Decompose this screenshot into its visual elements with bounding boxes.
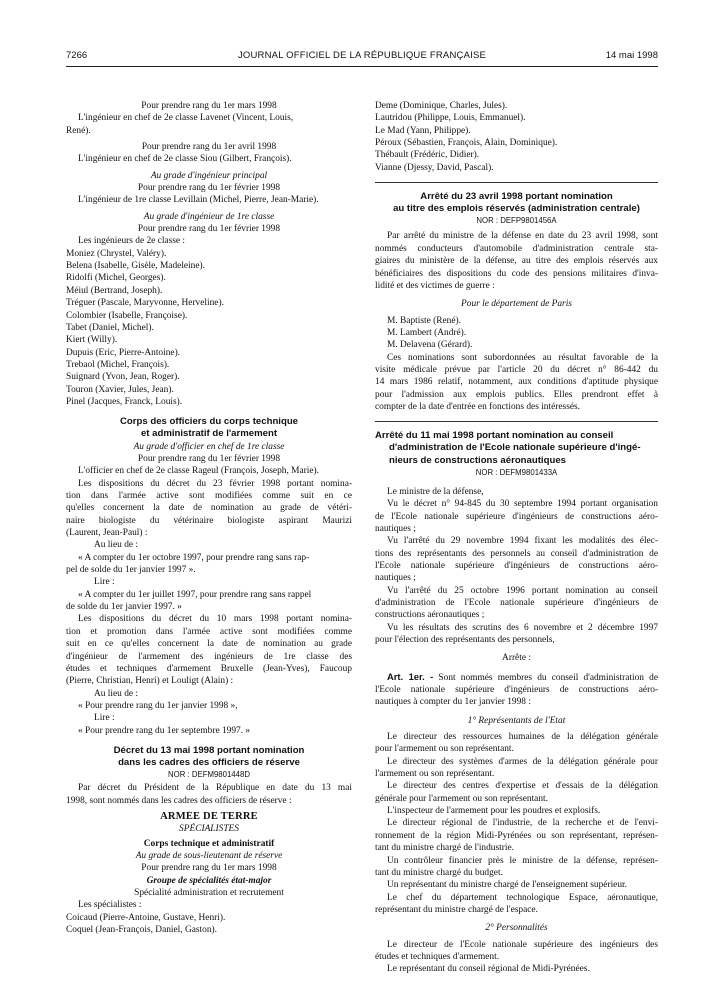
paragraph-line: lidité et des victimes de guerre : (375, 280, 495, 291)
rank-date: Pour prendre rang du 1er février 1998 (137, 454, 281, 464)
paragraph-line: nommés conducteurs d'automobile d'administration centrale sta- (375, 243, 658, 254)
appointee: M. Delavena (Gérard). (387, 340, 473, 351)
appointee: L'officier en chef de 2e classe Rageul (François, Joseph, Marie). (78, 466, 320, 477)
list-item: Le Mad (Yann, Philippe). (375, 125, 471, 136)
decree-title: dans les cadres des officiers de réserve (118, 757, 300, 769)
list-item: Ridolfi (Michel, Georges). (66, 273, 166, 284)
right-column (375, 100, 658, 976)
group-heading: Groupe de spécialités état-major (146, 875, 272, 886)
list-item: Coicaud (Pierre-Antoine, Gustave, Henri). (66, 912, 226, 923)
quote-line: « A compter du 1er octobre 1997, pour prendre rang sans rap- (78, 552, 310, 563)
list-intro: Les ingénieurs de 2e classe : (78, 236, 185, 247)
paragraph-line: tant du ministre chargé de l'industrie. (375, 843, 514, 854)
paragraph-line: Ces nominations sont subordonnées au résultat favorable de la (387, 352, 658, 363)
list-item: Colombier (Isabelle, Françoise). (66, 310, 188, 321)
paragraph-line: Les dispositions du décret du 10 mars 1998 portant nomina- (78, 614, 352, 625)
specialists-heading: SPÉCIALISTES (179, 824, 239, 835)
paragraph-line: tion dans l'armée active sont modifiées comme suit en ce (66, 491, 352, 502)
lire: Lire : (94, 577, 115, 588)
paragraph-line: nautiques ; (375, 523, 416, 534)
list-item: Vianne (Djessy, David, Pascal). (375, 162, 494, 173)
rank-date: Pour prendre rang du 1er février 1998 (137, 224, 281, 235)
paragraph-line: de l'Ecole nationale supérieure d'ingénieurs de constructions aéro- (375, 511, 658, 522)
publication-date: 14 mai 1998 (605, 50, 658, 61)
quote-line: pel de solde du 1er janvier 1997 ». (66, 565, 196, 576)
appointee: L'ingénieur de 1re classe Levillain (Michel, Pierre, Jean-Marie). (78, 195, 319, 206)
paragraph-line: générale pour l'armement ou son représentant. (375, 793, 548, 804)
list-item: Touron (Xavier, Jules, Jean). (66, 384, 174, 395)
list-item: Moniez (Chrystel, Valéry). (66, 248, 167, 259)
quote-line: de solde du 1er janvier 1997. » (66, 602, 182, 613)
paragraph-line: Le représentant du conseil régional de Midi-Pyrénées. (387, 964, 590, 975)
section-heading: Corps des officiers du corps technique (119, 416, 299, 428)
paragraph-line: visite médicale prévue par l'article 20 du décret n° 86-442 du (375, 364, 658, 375)
article-label: Art. 1er. - (387, 670, 434, 682)
paragraph-line: Le directeur de l'Ecole nationale supérieure des ingénieurs des (387, 939, 658, 950)
list-intro: Les spécialistes : (78, 900, 142, 911)
paragraph-line: (Pierre, Christian, Henri) et Louligt (Alain) : (66, 676, 234, 687)
arrete-title: au titre des emplois réservés (administration centrale) (393, 203, 640, 215)
nor-reference: NOR : DEFP9801456A (476, 216, 557, 226)
paragraph-line: 1998, sont nommés dans les cadres des officiers de réserve : (66, 795, 292, 806)
list-item: Péroux (Sébastien, François, Alain, Dominique). (375, 138, 558, 149)
page-number: 7266 (66, 50, 88, 61)
list-item: Belena (Isabelle, Gisèle, Madeleine). (66, 261, 205, 272)
paragraph-line: Par décret du Président de la République en date du 13 mai (78, 783, 352, 794)
quote-line: « Pour prendre rang du 1er septembre 1997. » (78, 725, 251, 736)
au-lieu-de: Au lieu de : (94, 688, 139, 699)
paragraph-line: études et techniques d'armement Bruxelle (Jean-Yves), Faucoup (66, 663, 352, 674)
paragraph-line: Le chef du département technologique Espace, aéronautique, (387, 892, 658, 903)
paragraph-line: Vu le décret n° 94-845 du 30 septembre 1994 portant organisation (387, 499, 658, 510)
paragraph-line: l'Ecole nationale supérieure d'ingénieurs de constructions aéro- (375, 560, 658, 571)
paragraph-line: Vu l'arrêté du 25 octobre 1996 portant nomination au conseil (387, 585, 658, 596)
paragraph-line: tion et promotion dans l'armée active sont modifiées comme (66, 626, 352, 637)
au-lieu-de: Au lieu de : (94, 540, 139, 551)
left-column (66, 100, 352, 936)
paragraph-line: représentant du ministre chargé de l'espace. (375, 904, 538, 915)
paragraph-line: nautiques à compter du 1er janvier 1998 : (375, 697, 531, 708)
list-item: Méiul (Bertrand, Joseph). (66, 285, 163, 296)
paragraph-line: pour l'admission aux emplois publics. Elles prendront effet à (375, 389, 658, 400)
grade-heading: Au grade d'ingénieur de 1re classe (143, 211, 275, 222)
paragraph-line: pour l'élection des représentants des personnels, (375, 635, 555, 646)
paragraph-line: Les dispositions du décret du 23 février 1998 portant nomina- (78, 478, 352, 489)
rank-date: Pour prendre rang du 1er mars 1998 (141, 101, 277, 111)
subsection-heading: 2° Personnalités (485, 923, 548, 934)
paragraph-line: 14 mars 1986 relatif, notamment, aux conditions d'aptitude physique (375, 377, 658, 388)
section-heading: et administratif de l'armement (140, 428, 278, 440)
list-item: Suignard (Yvon, Jean, Roger). (66, 372, 180, 383)
paragraph-line: ronnement de la région Midi-Pyrénées ou son représentant, représen- (375, 830, 658, 841)
list-item: Kiert (Willy). (66, 335, 118, 346)
paragraph-line: Un contrôleur financier près le ministre de la défense, représen- (387, 855, 658, 866)
article-text: Sont nommés membres du conseil d'administration de (438, 672, 658, 683)
corps-heading: Corps technique et administratif (143, 838, 275, 849)
paragraph-line: d'ingénieur de l'armement des ingénieurs de 1re classe des (66, 651, 352, 662)
paragraph-line: Le directeur régional de l'industrie, de la recherche et de l'envi- (387, 818, 658, 829)
department-heading: Pour le département de Paris (461, 299, 572, 310)
paragraph-line: Vu l'arrêté du 29 novembre 1994 fixant les modalités des élec- (387, 536, 658, 547)
appointee: M. Baptiste (René). (387, 315, 461, 326)
quote-line: « A compter du 1er juillet 1997, pour prendre rang sans rappel (78, 589, 312, 600)
paragraph-line: Le directeur des centres d'expertise et d'essais de la délégation (387, 781, 658, 792)
grade-heading: Au grade de sous-lieutenant de réserve (135, 851, 283, 862)
arrete-title: Arrêté du 23 avril 1998 portant nomination (420, 191, 613, 203)
appointee: L'ingénieur en chef de 2e classe Siou (Gilbert, François). (78, 154, 292, 165)
nor-reference: NOR : DEFM9801448D (168, 770, 250, 780)
paragraph-line: compter de la date d'entrée en fonctions des intéressés. (375, 401, 580, 412)
specialty-heading: Spécialité administration et recrutement (134, 888, 284, 899)
list-item: Deme (Dominique, Charles, Jules). (375, 101, 508, 111)
paragraph-line: qu'elles concernent la date de nomination au grade de vétéri- (66, 503, 352, 514)
arrete-title: Arrêté du 11 mai 1998 portant nomination au conseil (375, 430, 614, 442)
rank-date: Pour prendre rang du 1er avril 1998 (141, 142, 277, 153)
paragraph-line: L'inspecteur de l'armement pour les poudres et explosifs. (387, 806, 601, 817)
list-item: Coquel (Jean-François, Daniel, Gaston). (66, 925, 218, 936)
arrete-word: Arrête : (502, 653, 531, 664)
rank-date: Pour prendre rang du 1er mars 1998 (141, 863, 277, 874)
rank-date: Pour prendre rang du 1er février 1998 (137, 183, 281, 194)
list-item: Trebaol (Michel, François). (66, 359, 170, 370)
army-heading: ARMÉE DE TERRE (160, 811, 258, 822)
minister-line: Le ministre de la défense, (387, 486, 484, 497)
paragraph-line: Vu les résultats des scrutins des 6 novembre et 2 décembre 1997 (387, 622, 658, 633)
list-item: Tabet (Daniel, Michel). (66, 322, 154, 333)
page-header (66, 50, 658, 67)
paragraph-line: l'armement ou son représentant. (375, 769, 495, 780)
article-line (375, 671, 658, 684)
paragraph-line: bénéficiaires des dispositions du code des pensions militaires d'inva- (375, 268, 658, 279)
decree-title: Décret du 13 mai 1998 portant nomination (113, 744, 305, 756)
paragraph-line: d'administration de l'Ecole nationale supérieure d'ingénieurs de (375, 597, 658, 608)
paragraph-line: (Laurent, Jean-Paul) : (66, 528, 148, 539)
paragraph-line: giaires du ministère de la défense, au titre des emplois réservés aux (375, 256, 658, 267)
paragraph-line: constructions aéronautiques ; (375, 610, 485, 621)
appointee-continued: René). (66, 125, 91, 136)
paragraph-line: Par arrêté du ministre de la défense en date du 23 avril 1998, sont (387, 231, 658, 242)
paragraph-line: Un représentant du ministre chargé de l'enseignement supérieur. (387, 880, 627, 891)
list-item: Tréguer (Pascale, Maryvonne, Herveline). (66, 298, 224, 309)
paragraph-line: tant du ministre chargé du budget. (375, 867, 503, 878)
grade-heading: Au grade d'ingénieur principal (150, 170, 268, 181)
paragraph-line: suit en ce qu'elles concernent la date de nomination au grade (66, 639, 352, 650)
lire: Lire : (94, 713, 115, 724)
list-item: Dupuis (Eric, Pierre-Antoine). (66, 347, 181, 358)
arrete-title: d'administration de l'Ecole nationale supérieure d'ingé- (389, 442, 641, 454)
nor-reference: NOR : DEFM9801433A (475, 467, 558, 477)
paragraph-line: Le directeur des ressources humaines de la délégation générale (387, 732, 658, 743)
paragraph-line: nautiques ; (375, 573, 416, 584)
list-item: Pinel (Jacques, Franck, Louis). (66, 396, 183, 407)
journal-title: JOURNAL OFFICIEL DE LA RÉPUBLIQUE FRANÇAISE (237, 50, 487, 61)
paragraph-line: études et techniques d'armement. (375, 951, 500, 962)
paragraph-line: naire biologiste du vétérinaire biologiste aspirant Maurizi (66, 515, 352, 526)
grade-heading: Au grade d'officier en chef de 1re classe (133, 441, 285, 452)
paragraph-line: l'Ecole nationale supérieure d'ingénieurs de constructions aéro- (375, 685, 658, 696)
subsection-heading: 1° Représentants de l'Etat (467, 715, 566, 726)
list-item: Lautridou (Philippe, Louis, Emmanuel). (375, 113, 526, 124)
list-item: Thébault (Frédéric, Didier). (375, 150, 480, 161)
appointee: M. Lambert (André). (387, 327, 467, 338)
paragraph-line: pour l'armement ou son représentant. (375, 744, 514, 755)
paragraph-line: tions des représentants des personnels au conseil d'administration de (375, 548, 658, 559)
arrete-title: nieurs de constructions aéronautiques (389, 454, 566, 466)
quote-line: « Pour prendre rang du 1er janvier 1998 », (78, 700, 238, 711)
paragraph-line: Le directeur des systèmes d'armes de la délégation générale pour (387, 756, 658, 767)
appointee: L'ingénieur en chef de 2e classe Lavenet (Vincent, Louis, (78, 113, 294, 124)
